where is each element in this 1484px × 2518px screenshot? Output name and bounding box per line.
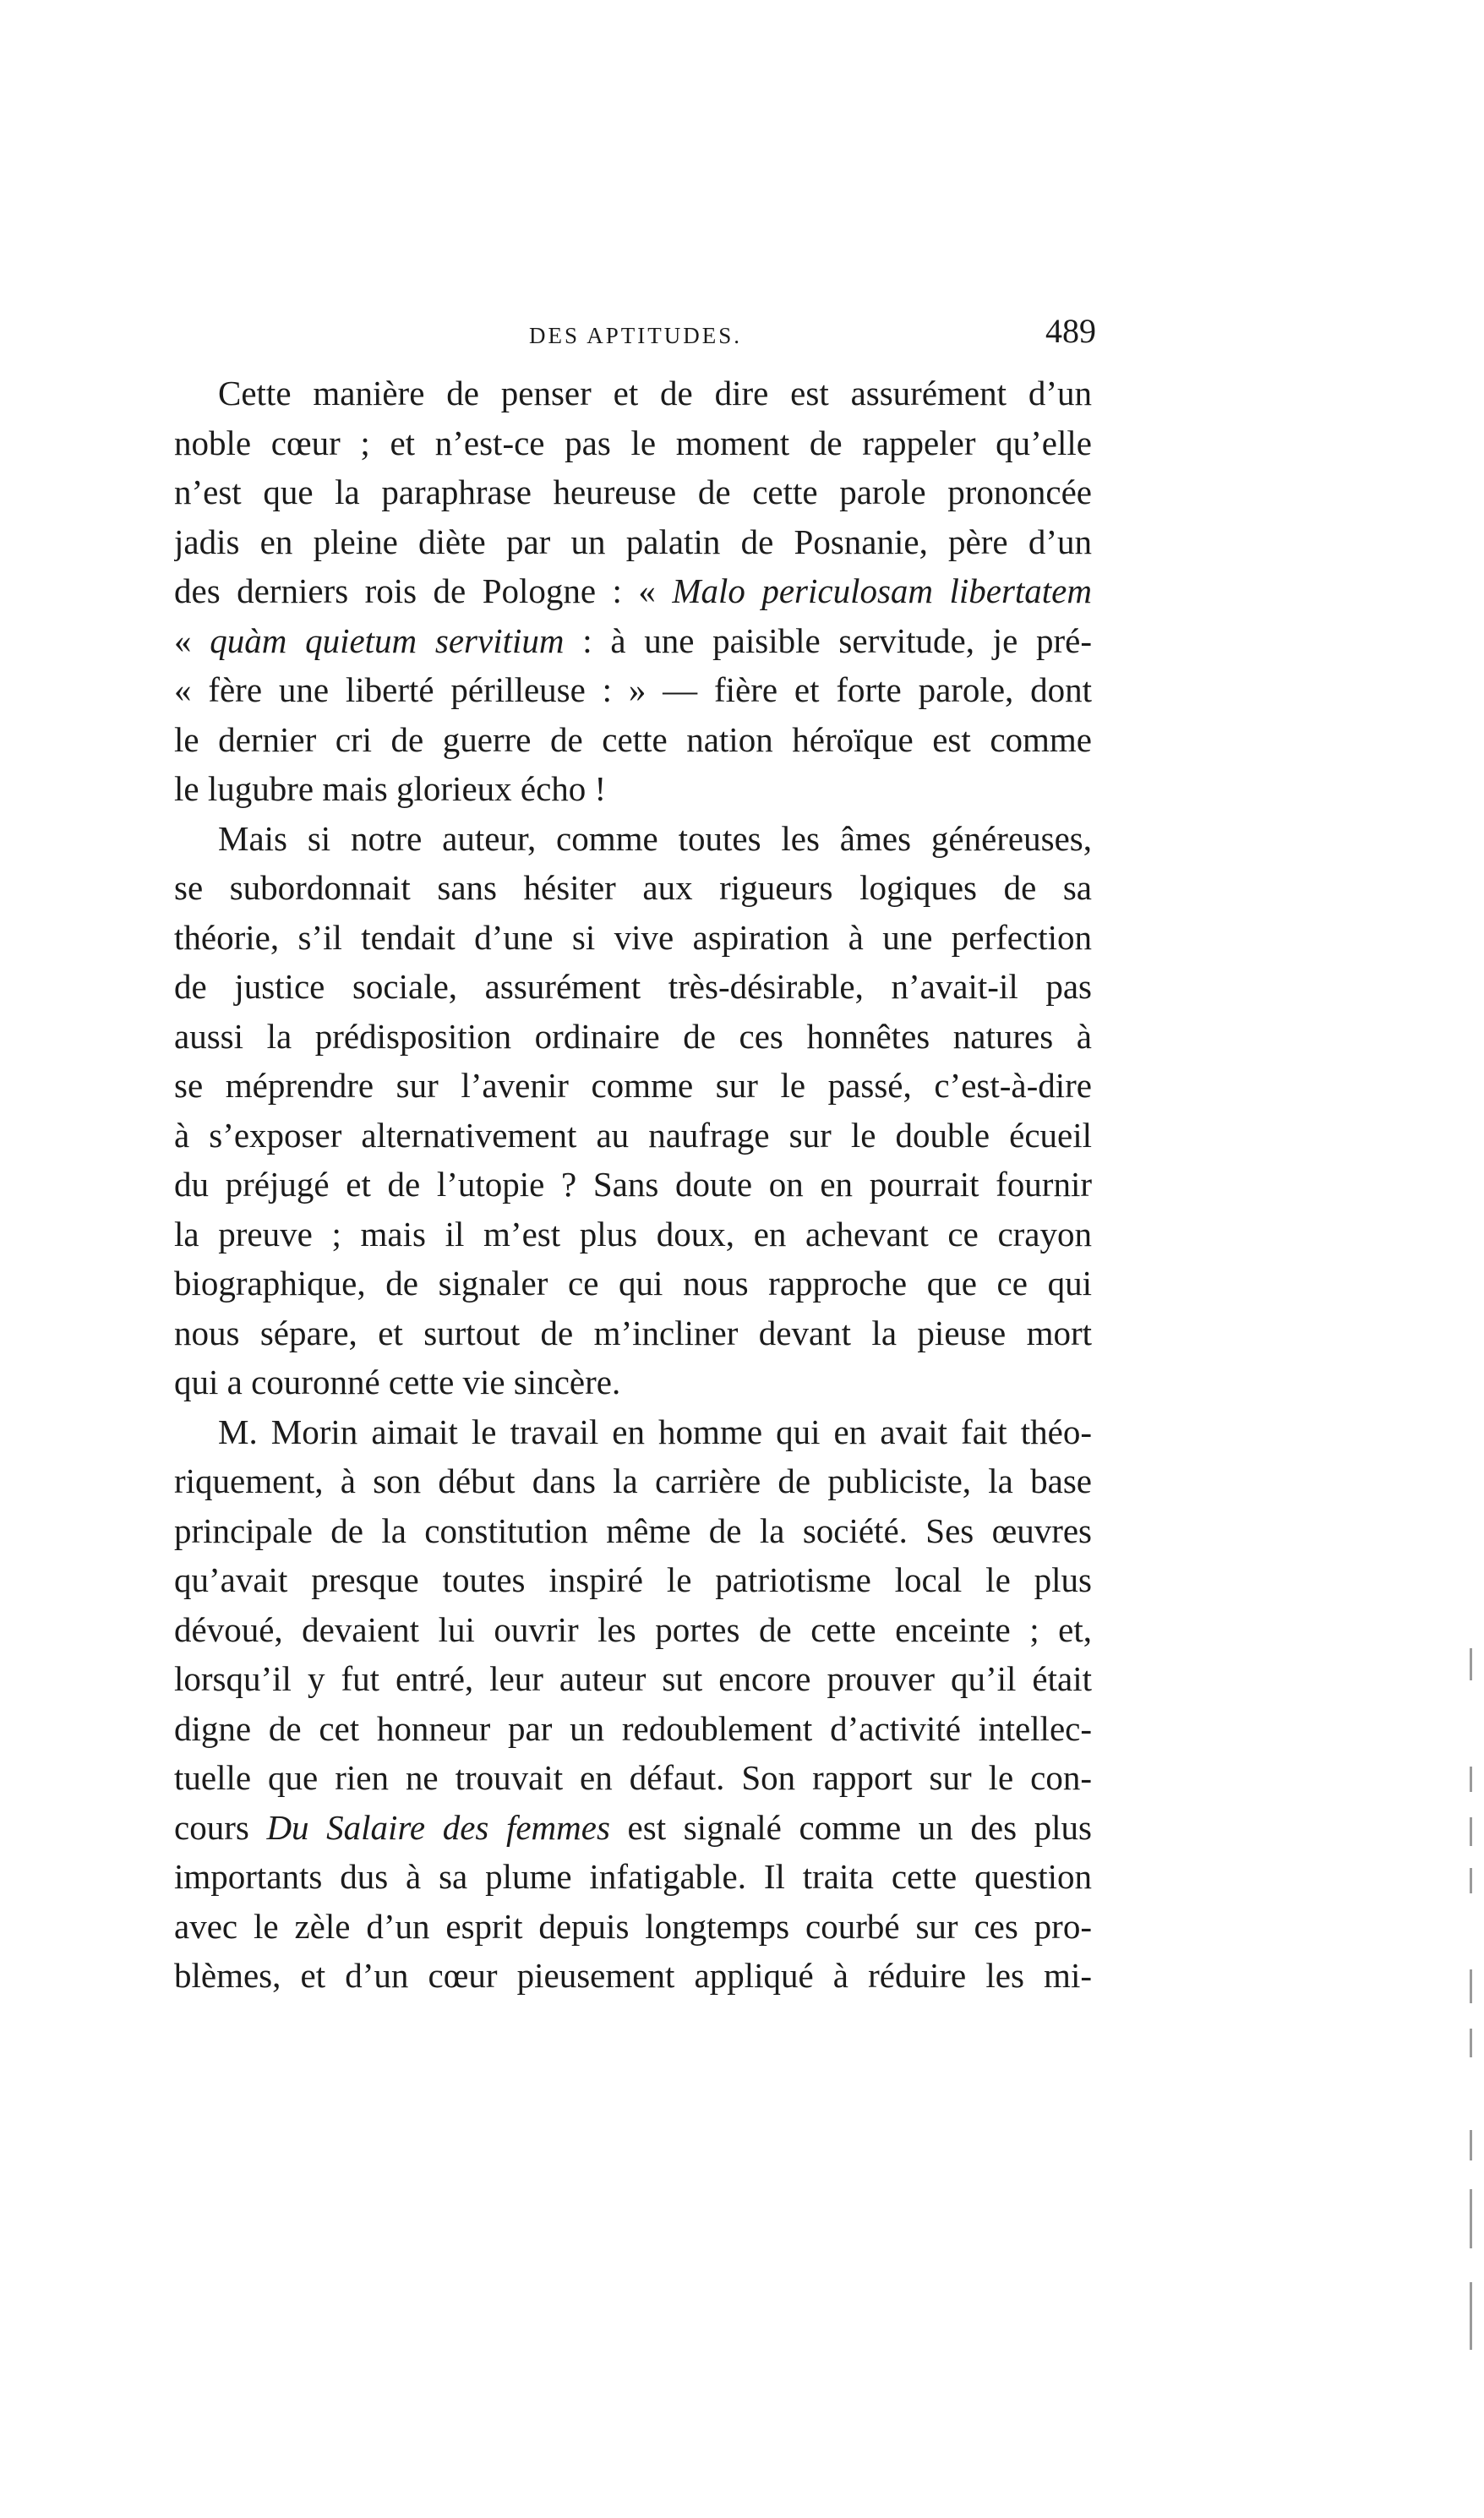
text-segment: le lugubre mais glorieux écho ! bbox=[174, 769, 607, 808]
text-line bbox=[174, 1704, 1092, 1754]
text-line bbox=[174, 1555, 1092, 1605]
running-title: DES APTITUDES. bbox=[528, 323, 742, 348]
text-line bbox=[174, 1061, 1092, 1111]
text-line bbox=[174, 1803, 1092, 1853]
text-segment: le dernier cri de guerre de cette nation héroïque est comme bbox=[174, 719, 1092, 759]
text-line bbox=[174, 913, 1092, 963]
text-line bbox=[174, 369, 1092, 418]
italic-text: Du Salaire des femmes bbox=[266, 1807, 610, 1847]
text-segment: lorsqu’il y fut entré, leur auteur sut encore prouver qu’il était bbox=[174, 1659, 1092, 1698]
text-segment: des derniers rois de Pologne : « bbox=[174, 571, 673, 610]
text-line bbox=[174, 814, 1092, 864]
text-segment: tuelle que rien ne trouvait en défaut. Son rapport sur le con- bbox=[174, 1758, 1092, 1797]
text-line bbox=[174, 566, 1092, 616]
text-line bbox=[174, 1210, 1092, 1259]
text-line bbox=[174, 715, 1092, 765]
text-segment: riquement, à son début dans la carrière de publiciste, la base bbox=[174, 1461, 1092, 1500]
text-line bbox=[174, 665, 1092, 715]
text-segment: la preuve ; mais il m’est plus doux, en achevant ce crayon bbox=[174, 1214, 1092, 1254]
text-segment: blèmes, et d’un cœur pieusement appliqué à réduire les mi- bbox=[174, 1956, 1092, 1995]
text-line bbox=[174, 418, 1092, 468]
text-line bbox=[174, 1259, 1092, 1308]
page-number: 489 bbox=[1045, 312, 1096, 350]
text-segment: digne de cet honneur par un redoublement d’activité intellec- bbox=[174, 1708, 1092, 1748]
text-segment: dévoué, devaient lui ouvrir les portes de cette enceinte ; et, bbox=[174, 1609, 1092, 1649]
text-segment: biographique, de signaler ce qui nous rapproche que ce qui bbox=[174, 1264, 1092, 1303]
text-line bbox=[174, 467, 1092, 517]
text-line bbox=[174, 1951, 1092, 2001]
text-segment: Mais si notre auteur, comme toutes les âmes généreuses, bbox=[218, 818, 1092, 858]
body-text bbox=[174, 369, 1092, 2001]
text-segment: théorie, s’il tendait d’une si vive aspiration à une perfection bbox=[174, 917, 1092, 957]
text-line bbox=[174, 1111, 1092, 1161]
text-line bbox=[174, 1902, 1092, 1952]
paragraph bbox=[174, 1407, 1092, 2001]
text-segment: de justice sociale, assurément très-désirable, n’avait-il pas bbox=[174, 967, 1092, 1006]
text-line bbox=[174, 1456, 1092, 1506]
running-head bbox=[175, 311, 1096, 362]
text-segment: aussi la prédisposition ordinaire de ces honnêtes natures à bbox=[174, 1016, 1092, 1056]
text-line bbox=[174, 1605, 1092, 1655]
text-segment: principale de la constitution même de la société. Ses œuvres bbox=[174, 1510, 1092, 1550]
text-line bbox=[174, 1407, 1092, 1457]
paragraph bbox=[174, 369, 1092, 814]
paragraph bbox=[174, 814, 1092, 1407]
text-line bbox=[174, 1012, 1092, 1062]
text-segment: avec le zèle d’un esprit depuis longtemps courbé sur ces pro- bbox=[174, 1906, 1092, 1946]
text-segment: à s’exposer alternativement au naufrage sur le double écueil bbox=[174, 1115, 1092, 1155]
text-segment: « fère une liberté périlleuse : » — fière et forte parole, dont bbox=[174, 670, 1092, 709]
text-line bbox=[174, 1852, 1092, 1902]
text-segment: n’est que la paraphrase heureuse de cette parole prononcée bbox=[174, 472, 1092, 511]
text-segment: : à une paisible servitude, je pré- bbox=[564, 620, 1092, 660]
text-segment: se subordonnait sans hésiter aux rigueurs logiques de sa bbox=[174, 868, 1092, 907]
text-segment: jadis en pleine diète par un palatin de Posnanie, père d’un bbox=[174, 522, 1092, 561]
text-segment: est signalé comme un des plus bbox=[609, 1807, 1092, 1847]
italic-text: Malo periculosam libertatem bbox=[672, 571, 1092, 610]
text-segment: cours bbox=[174, 1807, 267, 1847]
text-segment: se méprendre sur l’avenir comme sur le passé, c’est-à-dire bbox=[174, 1066, 1092, 1105]
text-line bbox=[174, 1506, 1092, 1556]
text-line bbox=[174, 863, 1092, 913]
text-segment: nous sépare, et surtout de m’incliner devant la pieuse mort bbox=[174, 1313, 1092, 1352]
text-segment: du préjugé et de l’utopie ? Sans doute on en pourrait fournir bbox=[174, 1165, 1092, 1204]
text-segment: noble cœur ; et n’est-ce pas le moment de rappeler qu’elle bbox=[174, 423, 1092, 462]
text-segment: « bbox=[174, 620, 210, 660]
text-segment: M. Morin aimait le travail en homme qui en avait fait théo- bbox=[218, 1412, 1092, 1451]
italic-text: quàm quietum servitium bbox=[210, 620, 565, 660]
text-line bbox=[174, 764, 1092, 814]
text-line bbox=[174, 1308, 1092, 1358]
text-line bbox=[174, 1753, 1092, 1803]
text-line bbox=[174, 1654, 1092, 1704]
text-segment: qui a couronné cette vie sincère. bbox=[174, 1363, 621, 1401]
text-line bbox=[174, 1357, 1092, 1407]
text-line bbox=[174, 616, 1092, 666]
text-line bbox=[174, 517, 1092, 567]
text-segment: Cette manière de penser et de dire est assurément d’un bbox=[218, 374, 1092, 412]
scan-margin-specks bbox=[1467, 0, 1484, 2518]
text-line bbox=[174, 1160, 1092, 1210]
text-segment: importants dus à sa plume infatigable. Il traita cette question bbox=[174, 1857, 1092, 1896]
text-segment: qu’avait presque toutes inspiré le patriotisme local le plus bbox=[174, 1560, 1092, 1599]
text-line bbox=[174, 962, 1092, 1012]
